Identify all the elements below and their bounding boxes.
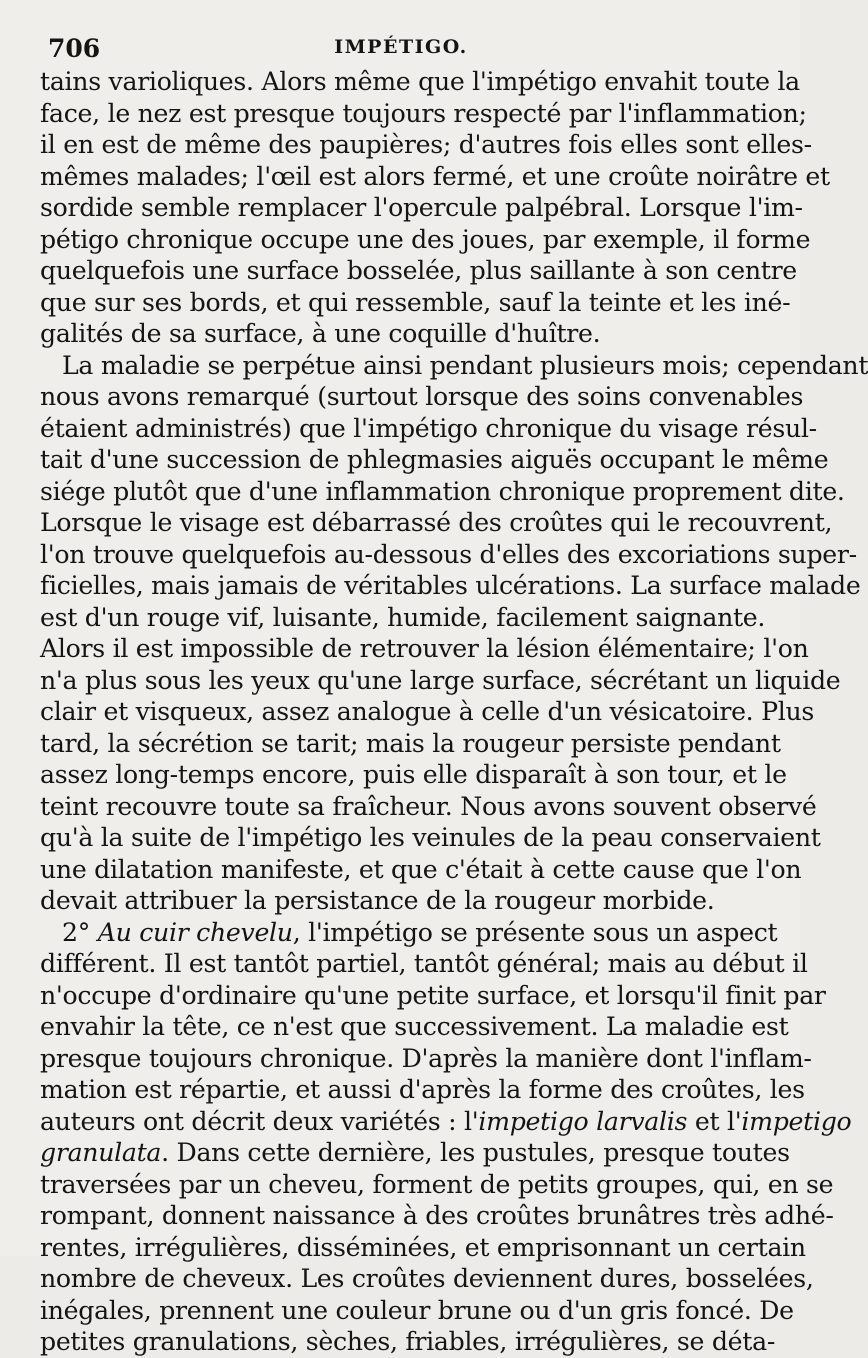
text-line	[40, 507, 833, 539]
text-line	[40, 759, 787, 791]
text-line	[40, 1043, 812, 1075]
text-line	[40, 1169, 834, 1201]
line-text: petites granulations, sèches, friables, irrégulières, se déta-	[40, 1327, 776, 1356]
text-line	[40, 318, 740, 350]
line-text: est d'un rouge vif, luisante, humide, facilement saignante.	[40, 602, 766, 632]
body-text	[40, 66, 868, 1358]
line-text: nombre de cheveux. Les croûtes deviennent dures, bosselées,	[40, 1264, 814, 1293]
text-line	[40, 98, 807, 130]
line-text: 2°	[62, 917, 98, 947]
line-text: envahir la tête, ce n'est que successivement. La maladie est	[40, 1012, 789, 1041]
text-line	[40, 255, 797, 287]
italic-text: impetigo	[741, 1106, 852, 1136]
line-text: inégales, prennent une couleur brune ou d'un gris foncé. De	[40, 1295, 794, 1325]
line-text: traversées par un cheveu, forment de petits groupes, qui, en se	[40, 1169, 834, 1199]
page-number: 706	[48, 34, 101, 63]
line-text: La maladie se perpétue ainsi pendant plusieurs mois; cependant	[62, 350, 868, 380]
text-line	[40, 1011, 789, 1043]
text-line	[40, 224, 811, 256]
line-text: tard, la sécrétion se tarit; mais la rougeur persiste pendant	[40, 728, 781, 758]
text-line	[40, 192, 803, 224]
line-text: étaient administrés) que l'impétigo chronique du visage résul-	[40, 413, 817, 443]
line-text: face, le nez est presque toujours respecté par l'inflammation;	[40, 98, 807, 128]
page-header	[42, 30, 760, 70]
text-line	[40, 570, 861, 602]
line-text: rentes, irrégulières, disséminées, et emprisonnant un certain	[40, 1232, 806, 1262]
line-text: Lorsque le visage est débarrassé des croûtes qui le recouvrent,	[40, 508, 833, 537]
text-line	[40, 854, 802, 886]
text-line	[40, 1074, 805, 1106]
text-line	[40, 728, 781, 760]
line-text: teint recouvre toute sa fraîcheur. Nous avons souvent observé	[40, 791, 817, 821]
italic-text: Au cuir chevelu	[97, 917, 293, 947]
line-text: pétigo chronique occupe une des joues, par exemple, il forme	[40, 224, 811, 254]
text-line	[40, 665, 841, 697]
text-line	[40, 350, 868, 382]
line-text: l'on trouve quelquefois au-dessous d'elles des excoriations super-	[40, 539, 857, 569]
text-line	[40, 1232, 806, 1264]
line-text: presque toujours chronique. D'après la manière dont l'inflam-	[40, 1043, 812, 1073]
line-text: n'a plus sous les yeux qu'une large surface, sécrétant un liquide	[40, 665, 841, 695]
text-line	[40, 161, 830, 193]
line-text: une dilatation manifeste, et que c'était à cette cause que l'on	[40, 854, 802, 884]
line-text: clair et visqueux, assez analogue à celle d'un vésicatoire. Plus	[40, 697, 815, 726]
text-line	[40, 1295, 794, 1327]
line-text: nous avons remarqué (surtout lorsque des soins convenables	[40, 382, 804, 411]
line-text: , l'impétigo se présente sous un aspect	[292, 917, 778, 947]
running-head: IMPÉTIGO.	[334, 36, 468, 58]
text-line	[40, 885, 740, 917]
line-text: mation est répartie, et aussi d'après la forme des croûtes, les	[40, 1075, 805, 1104]
line-text: ficielles, mais jamais de véritables ulcérations. La surface malade	[40, 571, 861, 600]
italic-text: impetigo larvalis	[478, 1106, 688, 1136]
line-text: siége plutôt que d'une inflammation chronique proprement dite.	[40, 476, 845, 506]
text-line	[40, 696, 815, 728]
text-line	[40, 633, 809, 665]
line-text: tait d'une succession de phlegmasies aiguës occupant le même	[40, 445, 829, 474]
line-text: Alors il est impossible de retrouver la lésion élémentaire; l'on	[40, 634, 809, 663]
line-text: que sur ses bords, et qui ressemble, sauf la teinte et les iné-	[40, 287, 791, 317]
line-text: qu'à la suite de l'impétigo les veinules de la peau conservaient	[40, 823, 821, 852]
text-line	[40, 413, 817, 445]
text-line	[40, 287, 791, 319]
text-line	[40, 1200, 834, 1232]
text-line	[40, 66, 800, 98]
line-text: mêmes malades; l'œil est alors fermé, et une croûte noirâtre et	[40, 161, 830, 191]
text-line	[40, 1263, 814, 1295]
text-line	[40, 129, 812, 161]
italic-text: granulata	[40, 1138, 162, 1167]
text-line	[40, 539, 857, 571]
text-line	[40, 980, 826, 1012]
line-text: . Dans cette dernière, les pustules, presque toutes	[161, 1138, 790, 1167]
text-line	[40, 381, 804, 413]
text-line	[40, 917, 778, 949]
line-text: n'occupe d'ordinaire qu'une petite surface, et lorsqu'il finit par	[40, 980, 826, 1010]
line-text: devait attribuer la persistance de la rougeur morbide.	[40, 886, 715, 915]
text-line	[40, 1137, 790, 1169]
text-line	[40, 1326, 776, 1358]
line-text: assez long-temps encore, puis elle disparaît à son tour, et le	[40, 760, 787, 789]
line-text: sordide semble remplacer l'opercule palpébral. Lorsque l'im-	[40, 193, 803, 222]
line-text: il en est de même des paupières; d'autres fois elles sont elles-	[40, 130, 812, 159]
line-text: quelquefois une surface bosselée, plus saillante à son centre	[40, 256, 797, 285]
text-line	[40, 948, 808, 980]
line-text: auteurs ont décrit deux variétés : l'	[40, 1106, 479, 1136]
text-line	[40, 1106, 852, 1138]
text-line	[40, 822, 821, 854]
text-line	[40, 476, 845, 508]
line-text: et l'	[687, 1106, 742, 1136]
text-line	[40, 444, 829, 476]
line-text: différent. Il est tantôt partiel, tantôt général; mais au début il	[40, 949, 808, 978]
text-line	[40, 602, 766, 634]
line-text: tains varioliques. Alors même que l'impétigo envahit toute la	[40, 67, 800, 96]
text-line	[40, 791, 817, 823]
line-text: rompant, donnent naissance à des croûtes brunâtres très adhé-	[40, 1201, 834, 1230]
line-text: galités de sa surface, à une coquille d'huître.	[40, 319, 601, 348]
